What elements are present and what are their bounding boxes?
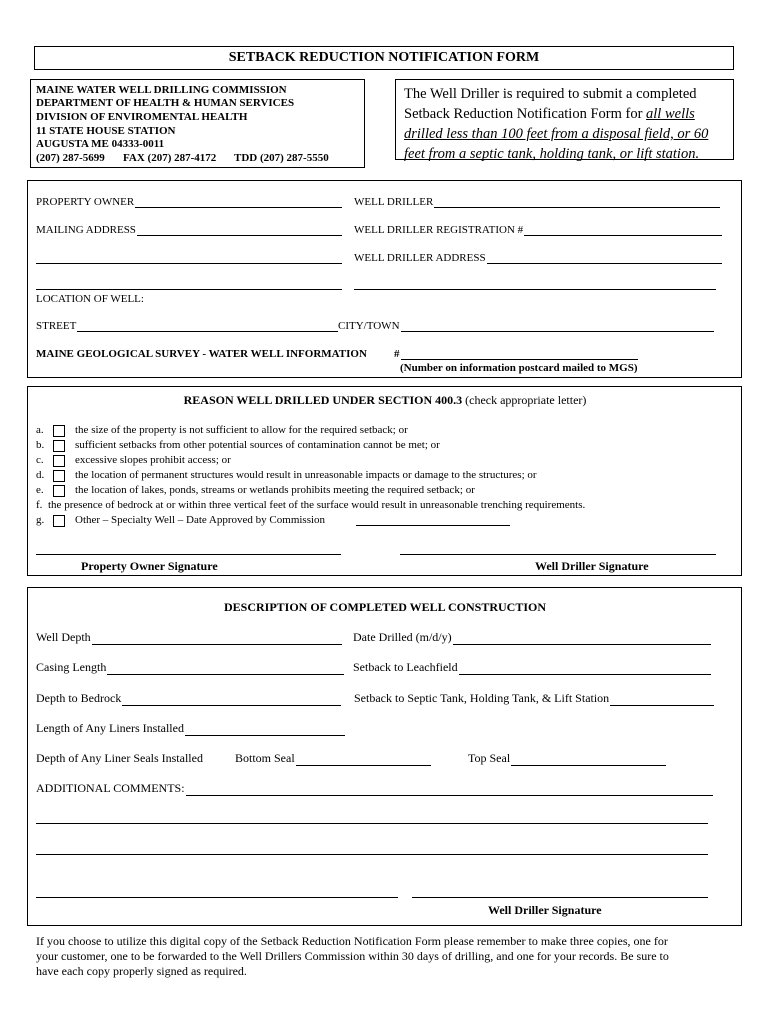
top-seal-label: Top Seal xyxy=(468,751,511,765)
footer-line2: your customer, one to be forwarded to the Well Drillers Commission within 30 days of drilling, and one for your records. Be sure to xyxy=(36,949,669,963)
registration-field[interactable] xyxy=(354,224,722,236)
driller-signature-line[interactable] xyxy=(400,554,716,555)
casing-length-field[interactable] xyxy=(36,660,344,675)
footer-line1: If you choose to utilize this digital copy of the Setback Reduction Notification Form please remember to make three copies, one for xyxy=(36,934,668,948)
liner-seals-label: Depth of Any Liner Seals Installed xyxy=(36,751,203,765)
notice-italic-b: drilled less than 100 feet from a disposal field, or 60 xyxy=(404,126,709,142)
reason-option-letter: c. xyxy=(36,454,44,466)
mgs-hash: # xyxy=(394,348,400,360)
agency-line4: 11 STATE HOUSE STATION xyxy=(36,125,176,137)
well-depth-label: Well Depth xyxy=(36,630,91,644)
title-box xyxy=(34,46,734,70)
commission-date-line[interactable] xyxy=(356,525,510,526)
comments-label: ADDITIONAL COMMENTS: xyxy=(36,781,185,795)
notice-box xyxy=(395,79,734,160)
mgs-label: MAINE GEOLOGICAL SURVEY - WATER WELL INFORMATION xyxy=(36,348,367,360)
reason-option-letter: f. xyxy=(36,499,43,511)
reason-option-text: the location of permanent structures would result in unreasonable impacts or damage to the structures; or xyxy=(75,469,537,481)
comments-line3[interactable] xyxy=(36,854,708,855)
comments-line4[interactable] xyxy=(36,897,398,898)
owner-signature-line[interactable] xyxy=(36,554,341,555)
liners-label: Length of Any Liners Installed xyxy=(36,721,184,735)
agency-line5: AUGUSTA ME 04333-0011 xyxy=(36,138,165,150)
driller-address-line2[interactable] xyxy=(354,289,716,290)
agency-phone: (207) 287-5699 xyxy=(36,152,105,164)
reason-heading-bold: REASON WELL DRILLED UNDER SECTION 400.3 xyxy=(183,393,463,407)
street-label: STREET xyxy=(36,320,77,332)
agency-fax: FAX (207) 287-4172 xyxy=(123,152,217,164)
city-field[interactable] xyxy=(338,320,714,332)
reason-option-text: sufficient setbacks from other potential sources of contamination cannot be met; or xyxy=(75,439,440,451)
top-seal-field[interactable] xyxy=(468,751,666,766)
driller-address-field[interactable] xyxy=(354,252,722,264)
setback-septic-label: Setback to Septic Tank, Holding Tank, & Lift Station xyxy=(354,691,610,705)
agency-tdd: TDD (207) 287-5550 xyxy=(234,152,329,164)
liners-field[interactable] xyxy=(36,721,345,736)
property-owner-field[interactable] xyxy=(36,196,342,208)
reason-option-checkbox[interactable] xyxy=(53,515,65,527)
construction-driller-signature-label: Well Driller Signature xyxy=(488,903,602,917)
notice-italic-c: feet from a septic tank, holding tank, or lift station. xyxy=(404,146,700,162)
mailing-address-line3[interactable] xyxy=(36,289,342,290)
property-owner-label: PROPERTY OWNER xyxy=(36,196,135,208)
setback-leachfield-label: Setback to Leachfield xyxy=(353,660,458,674)
reason-option-text: Other – Specialty Well – Date Approved by Commission xyxy=(75,514,326,526)
reason-option-letter: g. xyxy=(36,514,45,526)
agency-line1: MAINE WATER WELL DRILLING COMMISSION xyxy=(36,84,287,96)
depth-bedrock-label: Depth to Bedrock xyxy=(36,691,122,705)
reason-option-checkbox[interactable] xyxy=(53,485,65,497)
location-label: LOCATION OF WELL: xyxy=(36,293,144,305)
reason-heading-note: (check appropriate letter) xyxy=(465,393,587,407)
agency-line2: DEPARTMENT OF HEALTH & HUMAN SERVICES xyxy=(36,97,295,109)
mailing-address-field[interactable] xyxy=(36,224,342,236)
bottom-seal-label: Bottom Seal xyxy=(235,751,295,765)
owner-signature-label: Property Owner Signature xyxy=(81,559,218,573)
notice-italic-a: all wells xyxy=(646,106,695,122)
form-title: SETBACK REDUCTION NOTIFICATION FORM xyxy=(228,50,540,65)
reason-option-letter: b. xyxy=(36,439,45,451)
well-driller-field[interactable] xyxy=(354,196,720,208)
reason-option-text: the location of lakes, ponds, streams or wetlands prohibits meeting the required setback; or xyxy=(75,484,475,496)
reason-option-text: the size of the property is not sufficient to allow for the required setback; or xyxy=(75,424,408,436)
reason-option-checkbox[interactable] xyxy=(53,470,65,482)
driller-signature-label: Well Driller Signature xyxy=(535,559,649,573)
well-driller-label: WELL DRILLER xyxy=(354,196,434,208)
date-drilled-label: Date Drilled (m/d/y) xyxy=(353,630,452,644)
street-field[interactable] xyxy=(36,320,338,332)
agency-box xyxy=(30,79,365,168)
reason-option-checkbox[interactable] xyxy=(53,425,65,437)
reason-option-checkbox[interactable] xyxy=(53,455,65,467)
date-drilled-field[interactable] xyxy=(353,630,711,645)
construction-driller-signature-line[interactable] xyxy=(412,897,708,898)
reason-section xyxy=(27,386,742,576)
reason-option-checkbox[interactable] xyxy=(53,440,65,452)
comments-field[interactable] xyxy=(36,781,713,796)
setback-septic-field[interactable] xyxy=(354,691,714,706)
setback-leachfield-field[interactable] xyxy=(353,660,711,675)
construction-heading: DESCRIPTION OF COMPLETED WELL CONSTRUCTION xyxy=(223,600,547,614)
reason-option-text: excessive slopes prohibit access; or xyxy=(75,454,231,466)
reason-option-letter: e. xyxy=(36,484,44,496)
reason-option-letter: d. xyxy=(36,469,45,481)
reason-heading xyxy=(0,393,770,408)
mailing-address-label: MAILING ADDRESS xyxy=(36,224,136,236)
mgs-number-field[interactable] xyxy=(394,348,638,360)
casing-length-label: Casing Length xyxy=(36,660,107,674)
notice-plain: The Well Driller is required to submit a completed Setback Reduction Notification Form for xyxy=(404,86,697,122)
bottom-seal-field[interactable] xyxy=(235,751,431,766)
agency-line3: DIVISION OF ENVIROMENTAL HEALTH xyxy=(36,111,248,123)
driller-address-label: WELL DRILLER ADDRESS xyxy=(354,252,486,264)
registration-label: WELL DRILLER REGISTRATION # xyxy=(354,224,524,236)
reason-option-text: the presence of bedrock at or within three vertical feet of the surface would result in unreasonable trenching requirements. xyxy=(48,499,586,511)
reason-option-letter: a. xyxy=(36,424,44,436)
mailing-address-line2[interactable] xyxy=(36,263,342,264)
footer-line3: have each copy properly signed as required. xyxy=(36,964,247,978)
city-label: CITY/TOWN xyxy=(338,320,400,332)
depth-bedrock-field[interactable] xyxy=(36,691,341,706)
comments-line2[interactable] xyxy=(36,823,708,824)
well-depth-field[interactable] xyxy=(36,630,342,645)
mgs-note: (Number on information postcard mailed to MGS) xyxy=(400,362,638,374)
